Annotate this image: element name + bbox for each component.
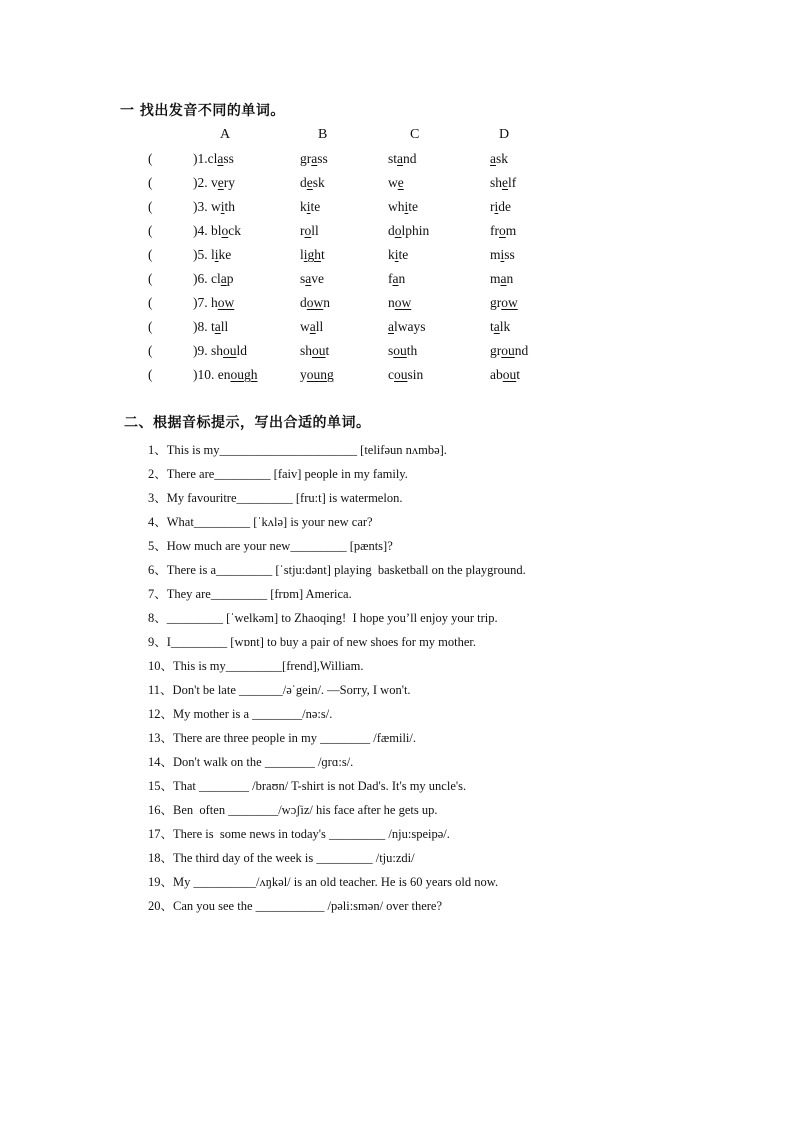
column-header-a: A <box>220 127 231 142</box>
underlined-letters: o <box>499 223 506 238</box>
option-d-word: grow <box>490 295 518 310</box>
option-b-word: shout <box>300 343 330 358</box>
option-c-word: dolphin <box>388 223 430 238</box>
question-text: 16、Ben often ________/wɔʃiz/ his face after he gets up. <box>148 803 438 817</box>
fill-in-question <box>148 800 438 818</box>
underlined-letters: i <box>404 199 409 214</box>
option-c-word: white <box>388 199 419 214</box>
underlined-letters: i <box>500 247 505 262</box>
option-a-word: )4. block <box>193 223 241 238</box>
answer-bracket[interactable]: ( <box>148 247 153 262</box>
fill-in-question <box>148 752 353 770</box>
fill-in-question <box>148 488 402 506</box>
question-text: 15、That ________ /braʊn/ T-shirt is not Dad's. It's my uncle's. <box>148 779 467 793</box>
column-header-d: D <box>499 127 510 142</box>
option-d-word: about <box>490 367 521 382</box>
underlined-letters: ou <box>393 343 407 358</box>
question-text: 8、_________ [ˈwelkəm] to Zhaoqing! I hope you’ll enjoy your trip. <box>148 611 498 625</box>
underlined-letters: i <box>394 247 399 262</box>
option-c-word: cousin <box>388 367 424 382</box>
underlined-letters: ow <box>217 295 235 310</box>
underlined-letters: o <box>221 223 229 238</box>
question-text: 10、This is my_________[frend],William. <box>148 659 364 673</box>
question-row <box>0 295 794 317</box>
option-b-word: light <box>300 247 325 262</box>
fill-in-question <box>148 680 411 698</box>
question-text: 1、This is my______________________ [telifəun nʌmbə]. <box>148 443 447 457</box>
underlined-letters: ow <box>501 295 518 310</box>
answer-bracket[interactable]: ( <box>148 151 153 166</box>
underlined-letters: a <box>493 319 500 334</box>
underlined-letters: ou <box>394 367 408 382</box>
underlined-letters: i <box>494 199 499 214</box>
underlined-letters: a <box>309 319 316 334</box>
underlined-letters: ow <box>306 295 324 310</box>
underlined-letters: i <box>306 199 311 214</box>
option-a-word: )8. tall <box>193 319 229 334</box>
fill-in-question <box>148 728 416 746</box>
underlined-letters: e <box>217 175 224 190</box>
underlined-letters: a <box>388 319 394 334</box>
question-row <box>0 199 794 221</box>
question-text: 3、My favouritre_________ [fru:t] is watermelon. <box>148 491 403 505</box>
underlined-letters: i <box>220 199 225 214</box>
question-text: 11、Don't be late _______/əˈgein/. —Sorry, I won't. <box>148 683 411 697</box>
option-a-word: )9. should <box>193 343 248 358</box>
section-1-title: 一 找出发音不同的单词。 <box>120 103 285 119</box>
fill-in-question <box>148 608 498 626</box>
fill-in-question <box>148 848 415 866</box>
underlined-letters: i <box>214 247 219 262</box>
answer-bracket[interactable]: ( <box>148 271 153 286</box>
fill-in-question <box>148 896 442 914</box>
underlined-letters: oung <box>306 367 334 382</box>
question-text: 5、How much are your new_________ [pænts]? <box>148 539 393 553</box>
underlined-letters: o <box>394 223 402 238</box>
question-text: 4、What_________ [ˈkʌlə] is your new car? <box>148 515 373 529</box>
section-2-title: 二、根据音标提示，写出合适的单词。 <box>124 415 371 431</box>
question-text: 19、My __________/ʌŋkəl/ is an old teacher. He is 60 years old now. <box>148 875 499 889</box>
question-text: 9、I_________ [wɒnt] to buy a pair of new shoes for my mother. <box>148 635 477 649</box>
underlined-letters: e <box>306 175 313 190</box>
option-d-word: man <box>490 271 514 286</box>
question-text: 14、Don't walk on the ________ /ɡrɑ:s/. <box>148 755 354 769</box>
option-d-word: talk <box>490 319 511 334</box>
question-text: 18、The third day of the week is _________ /tju:zdi/ <box>148 851 415 865</box>
question-row <box>0 151 794 173</box>
underlined-letters: a <box>220 271 227 286</box>
option-c-word: south <box>388 343 418 358</box>
option-d-word: miss <box>490 247 515 262</box>
fill-in-question <box>148 824 450 842</box>
question-row <box>0 247 794 269</box>
underlined-letters: o <box>304 223 312 238</box>
underlined-letters: a <box>397 151 404 166</box>
option-a-word: )10. enough <box>193 367 258 382</box>
option-d-word: ride <box>490 199 512 214</box>
underlined-letters: a <box>392 271 399 286</box>
fill-in-question <box>148 872 498 890</box>
option-c-word: fan <box>388 271 406 286</box>
option-c-word: kite <box>388 247 409 262</box>
underlined-letters: ow <box>394 295 412 310</box>
question-text: 6、There is a_________ [ˈstju:dənt] playing basketball on the playground. <box>148 563 526 577</box>
underlined-letters: a <box>490 151 496 166</box>
underlined-letters: ou <box>502 367 517 382</box>
option-c-word: we <box>388 175 404 190</box>
underlined-letters: ough <box>230 367 258 382</box>
option-a-word: )5. like <box>193 247 232 262</box>
option-c-word: now <box>388 295 412 310</box>
question-row <box>0 223 794 245</box>
fill-in-question <box>148 632 476 650</box>
question-text: 7、They are_________ [frɒm] America. <box>148 587 352 601</box>
underlined-letters: igh <box>303 247 322 262</box>
underlined-letters: e <box>502 175 509 190</box>
question-row <box>0 343 794 365</box>
answer-bracket[interactable]: ( <box>148 175 153 190</box>
fill-in-question <box>148 536 393 554</box>
option-d-word: shelf <box>490 175 517 190</box>
option-b-word: wall <box>300 319 324 334</box>
question-text: 20、Can you see the ___________ /pəli:smən/ over there? <box>148 899 443 913</box>
underlined-letters: a <box>214 319 221 334</box>
option-b-word: grass <box>300 151 328 166</box>
option-a-word: )7. how <box>193 295 235 310</box>
underlined-letters: e <box>397 175 404 190</box>
underlined-letters: a <box>217 151 224 166</box>
question-row <box>0 175 794 197</box>
underlined-letters: ou <box>312 343 326 358</box>
option-a-word: )3. with <box>193 199 236 214</box>
underlined-letters: a <box>311 151 318 166</box>
option-a-word: )1.class <box>193 151 234 166</box>
underlined-letters: ou <box>223 343 237 358</box>
underlined-letters: a <box>500 271 507 286</box>
option-b-word: kite <box>300 199 321 214</box>
option-d-word: from <box>490 223 517 238</box>
underlined-letters: ou <box>501 343 515 358</box>
answer-bracket[interactable]: ( <box>148 295 153 310</box>
option-b-word: young <box>300 367 334 382</box>
option-b-word: roll <box>300 223 319 238</box>
option-c-word: stand <box>388 151 417 166</box>
question-row <box>0 271 794 293</box>
option-a-word: )6. clap <box>193 271 234 286</box>
underlined-letters: a <box>305 271 312 286</box>
column-header-c: C <box>410 127 420 142</box>
answer-bracket[interactable]: ( <box>148 367 153 382</box>
question-text: 17、There is some news in today's _________ /nju:speipə/. <box>148 827 450 841</box>
option-b-word: save <box>300 271 325 286</box>
column-header-b: B <box>318 127 328 142</box>
fill-in-question <box>148 704 332 722</box>
fill-in-question <box>148 512 373 530</box>
answer-bracket[interactable]: ( <box>148 343 153 358</box>
answer-bracket[interactable]: ( <box>148 223 153 238</box>
fill-in-question <box>148 464 408 482</box>
option-d-word: ground <box>490 343 529 358</box>
fill-in-question <box>148 560 526 578</box>
option-c-word: always <box>388 319 426 334</box>
question-text: 13、There are three people in my ________ /fæmili/. <box>148 731 416 745</box>
question-text: 2、There are_________ [faiv] people in my family. <box>148 467 408 481</box>
fill-in-question <box>148 656 363 674</box>
answer-bracket[interactable]: ( <box>148 319 153 334</box>
option-a-word: )2. very <box>193 175 235 190</box>
question-row <box>0 319 794 341</box>
question-row <box>0 367 794 389</box>
fill-in-question <box>148 776 466 794</box>
fill-in-question <box>148 584 352 602</box>
question-text: 12、My mother is a ________/nə:s/. <box>148 707 333 721</box>
option-b-word: desk <box>300 175 325 190</box>
option-d-word: ask <box>490 151 509 166</box>
fill-in-question <box>148 440 447 458</box>
option-b-word: down <box>300 295 330 310</box>
answer-bracket[interactable]: ( <box>148 199 153 214</box>
